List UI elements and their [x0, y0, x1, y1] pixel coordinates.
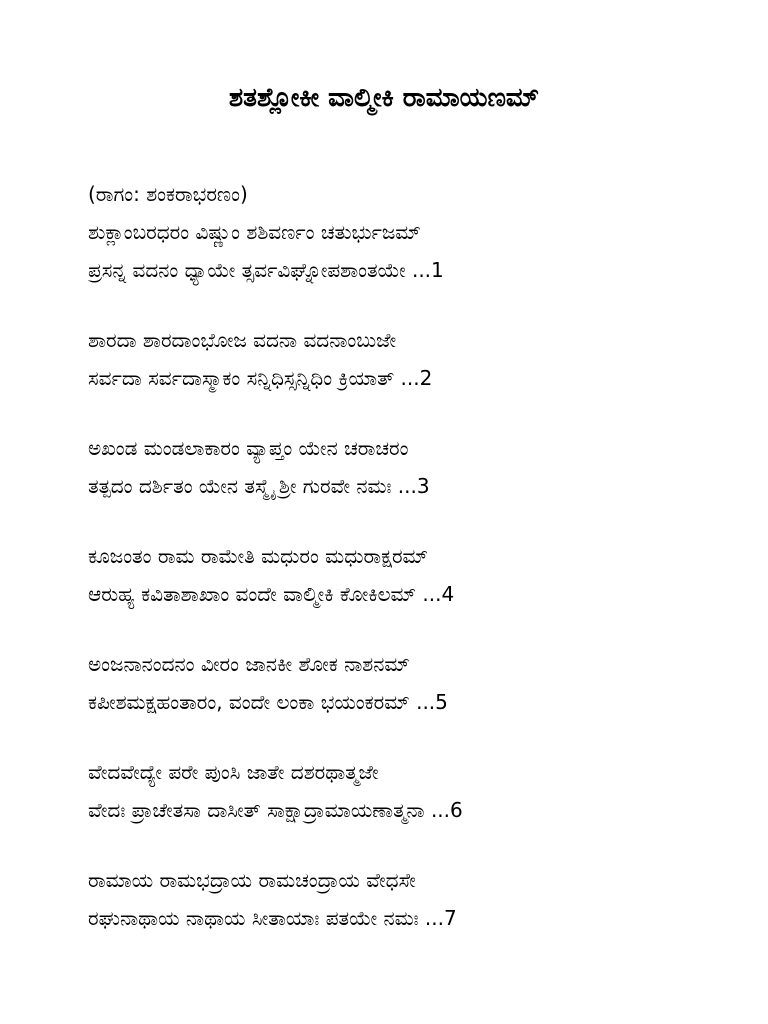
verse-line: ರಘುನಾಥಾಯ ನಾಥಾಯ ಸೀತಾಯಾಃ ಪತಯೇ ನಮಃ ...7	[88, 906, 457, 930]
verse-line: ಸರ್ವದಾ ಸರ್ವದಾಸ್ಮಾಕಂ ಸನ್ನಿಧಿಸ್ಸನ್ನಿಧಿಂ ಕ್ರಿಯಾತ್ ...2	[88, 366, 433, 390]
verse-6	[88, 753, 758, 829]
verse-4	[88, 537, 758, 613]
verse-line: ರಾಮಾಯ ರಾಮಭದ್ರಾಯ ರಾಮಚಂದ್ರಾಯ ವೇಧಸೇ	[88, 868, 416, 892]
verse-2	[88, 321, 758, 397]
verse-5	[88, 645, 758, 721]
verse-line: ಅಂಜನಾನಂದನಂ ವೀರಂ ಜಾನಕೀ ಶೋಕ ನಾಶನಮ್	[88, 652, 410, 676]
verse-line: ಕಪೀಶಮಕ್ಷಹಂತಾರಂ, ವಂದೇ ಲಂಕಾ ಭಯಂಕರಮ್ ...5	[88, 690, 448, 714]
verse-line: ತತ್ಪದಂ ದರ್ಶಿತಂ ಯೇನ ತಸ್ಮೈ ಶ್ರೀ ಗುರವೇ ನಮಃ ...3	[88, 474, 430, 498]
verse-3	[88, 429, 758, 505]
verse-line: ಆರುಹ್ಯ ಕವಿತಾಶಾಖಾಂ ವಂದೇ ವಾಲ್ಮೀಕಿ ಕೋಕಿಲಮ್ ...4	[88, 582, 455, 606]
verse-line: ವೇದವೇದ್ಯೇ ಪರೇ ಪುಂಸಿ ಜಾತೇ ದಶರಥಾತ್ಮಜೇ	[88, 760, 379, 784]
verse-line: ಪ್ರಸನ್ನ ವದನಂ ಧ್ಯಾಯೇ ತ್ಸರ್ವವಿಘ್ನೋಪಶಾಂತಯೇ ...1	[88, 258, 444, 282]
verse-line: ಕೂಜಂತಂ ರಾಮ ರಾಮೇತಿ ಮಧುರಂ ಮಧುರಾಕ್ಷರಮ್	[88, 544, 429, 568]
verse-line: ಶಾರದಾ ಶಾರದಾಂಭೋಜ ವದನಾ ವದನಾಂಬುಜೇ	[88, 328, 397, 352]
verse-7	[88, 861, 758, 937]
verse-line: ವೇದಃ ಪ್ರಾಚೇತಸಾ ದಾಸೀತ್ ಸಾಕ್ಷಾದ್ರಾಮಾಯಣಾತ್ಮನಾ ...6	[88, 798, 463, 822]
verse-line: ಶುಕ್ಲಾಂಬರಧರಂ ವಿಷ್ಣುಂ ಶಶಿವರ್ಣಂ ಚತುರ್ಭುಜಮ್	[88, 220, 421, 244]
raga-line: (ರಾಗಂ: ಶಂಕರಾಭರಣಂ)	[88, 182, 248, 206]
document-title: ಶತಶ್ಲೋಕೀ ವಾಲ್ಮೀಕಿ ರಾಮಾಯಣಮ್	[228, 83, 540, 113]
verse-line: ಅಖಂಡ ಮಂಡಲಾಕಾರಂ ವ್ಯಾಪ್ತಂ ಯೇನ ಚರಾಚರಂ	[88, 436, 409, 460]
document-body	[88, 175, 758, 969]
verse-1	[88, 213, 758, 289]
